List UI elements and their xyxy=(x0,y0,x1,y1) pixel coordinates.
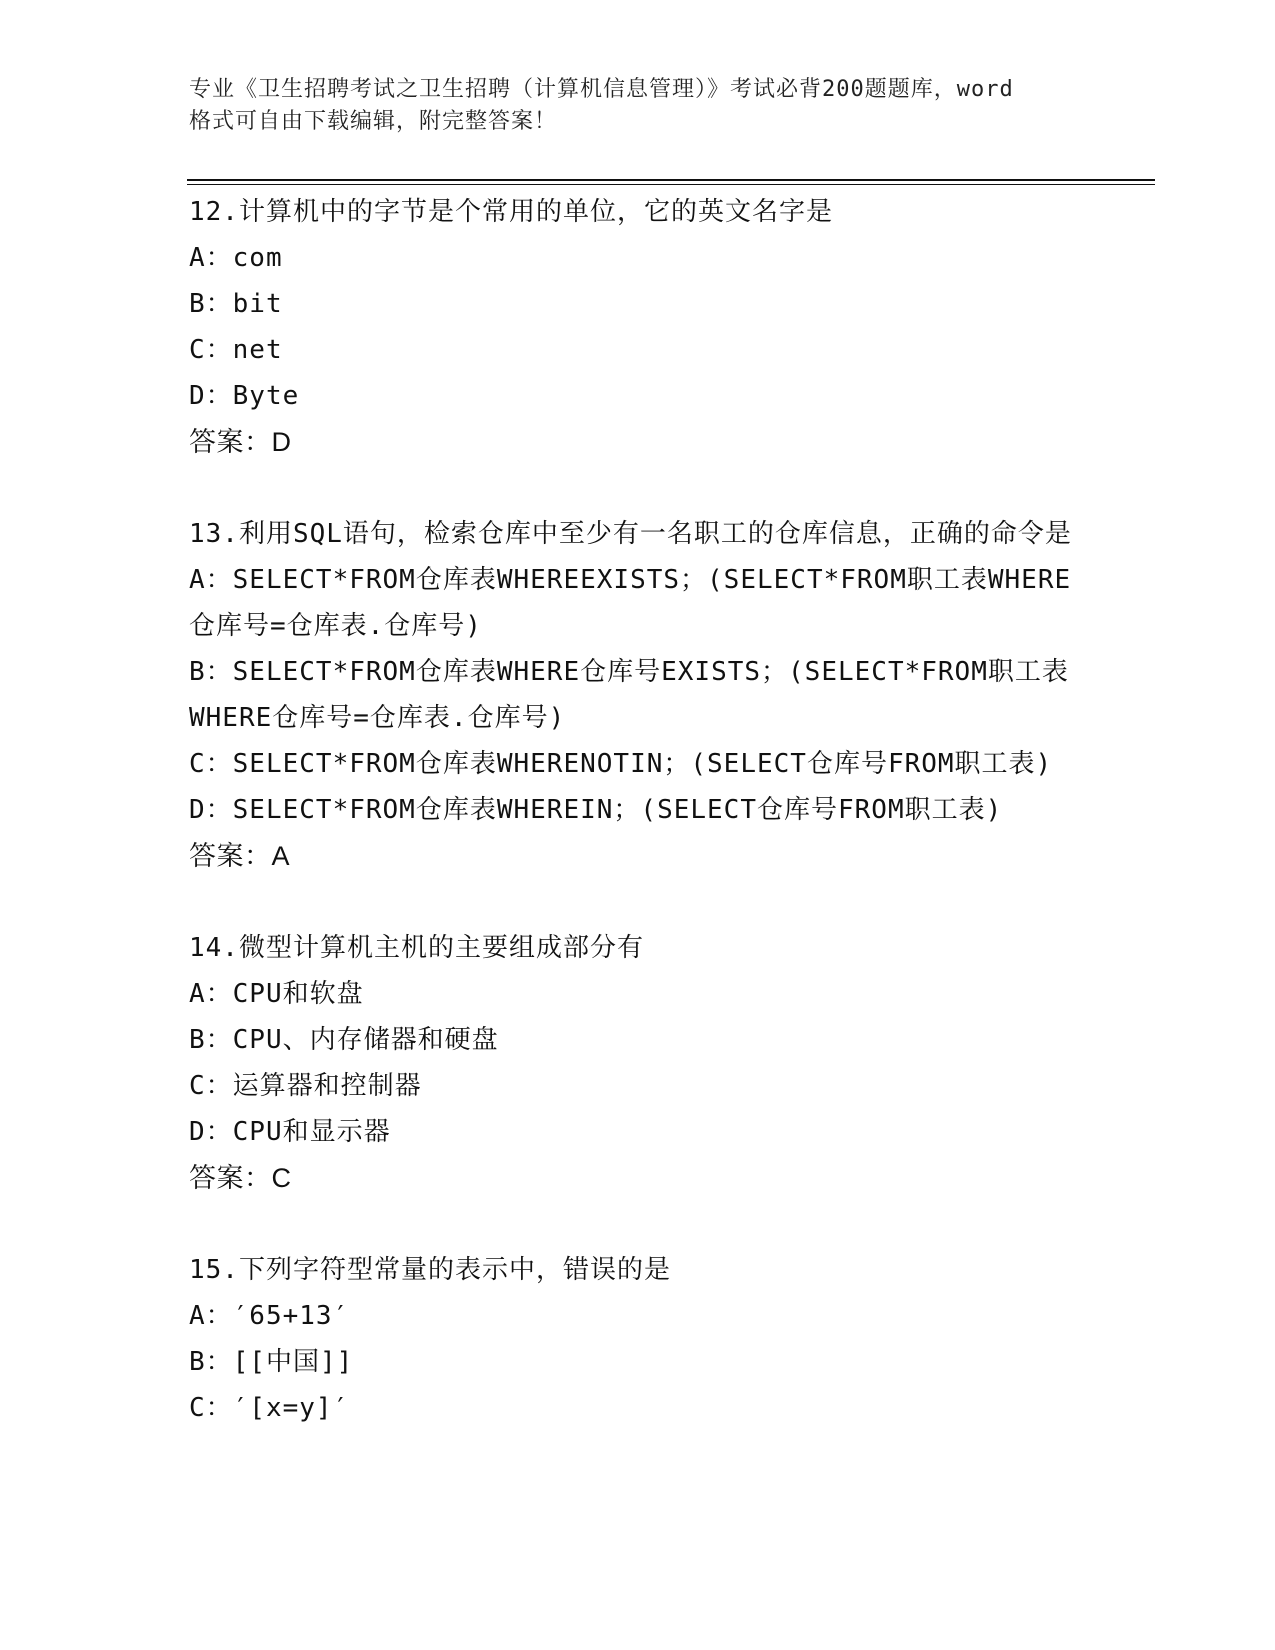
question-list xyxy=(189,189,1089,1477)
question-stem: 15.下列字符型常量的表示中，错误的是 xyxy=(189,1255,671,1285)
answer-line: 答案：C xyxy=(189,1163,292,1193)
header-divider-top xyxy=(187,179,1155,181)
answer-line: 答案：D xyxy=(189,427,292,457)
answer-line: 答案：A xyxy=(189,841,291,871)
option-c: C：SELECT*FROM仓库表WHERENOTIN；(SELECT仓库号FROM职工表) xyxy=(189,749,1053,779)
option-c: C：net xyxy=(189,335,283,365)
option-a: A：CPU和软盘 xyxy=(189,979,364,1009)
option-d: D：Byte xyxy=(189,381,300,411)
question-13 xyxy=(189,511,1089,879)
question-14 xyxy=(189,925,1089,1201)
option-d: D：CPU和显示器 xyxy=(189,1117,391,1147)
question-stem: 14.微型计算机主机的主要组成部分有 xyxy=(189,933,644,963)
option-b: B：[[中国]] xyxy=(189,1347,354,1377)
option-b: B：CPU、内存储器和硬盘 xyxy=(189,1025,499,1055)
option-a: A：SELECT*FROM仓库表WHEREEXISTS；(SELECT*FROM职工表WHERE仓库号=仓库表.仓库号) xyxy=(189,565,1072,641)
option-b: B：SELECT*FROM仓库表WHERE仓库号EXISTS；(SELECT*FROM职工表WHERE仓库号=仓库表.仓库号) xyxy=(189,657,1069,733)
question-12 xyxy=(189,189,1089,465)
option-a: A：′65+13′ xyxy=(189,1301,350,1331)
question-stem: 12.计算机中的字节是个常用的单位，它的英文名字是 xyxy=(189,197,833,227)
option-b: B：bit xyxy=(189,289,283,319)
header-line-2: 格式可自由下载编辑，附完整答案！ xyxy=(189,109,558,134)
header-line-1: 专业《卫生招聘考试之卫生招聘（计算机信息管理）》考试必背200题题库，word xyxy=(189,77,1014,102)
option-a: A：com xyxy=(189,243,283,273)
header-divider-bottom xyxy=(187,184,1155,185)
question-stem: 13.利用SQL语句，检索仓库中至少有一名职工的仓库信息，正确的命令是 xyxy=(189,519,1072,549)
option-c: C：′[x=y]′ xyxy=(189,1393,350,1423)
question-15 xyxy=(189,1247,1089,1431)
document-header xyxy=(189,74,1089,138)
option-c: C：运算器和控制器 xyxy=(189,1071,422,1101)
option-d: D：SELECT*FROM仓库表WHEREIN；(SELECT仓库号FROM职工表) xyxy=(189,795,1003,825)
